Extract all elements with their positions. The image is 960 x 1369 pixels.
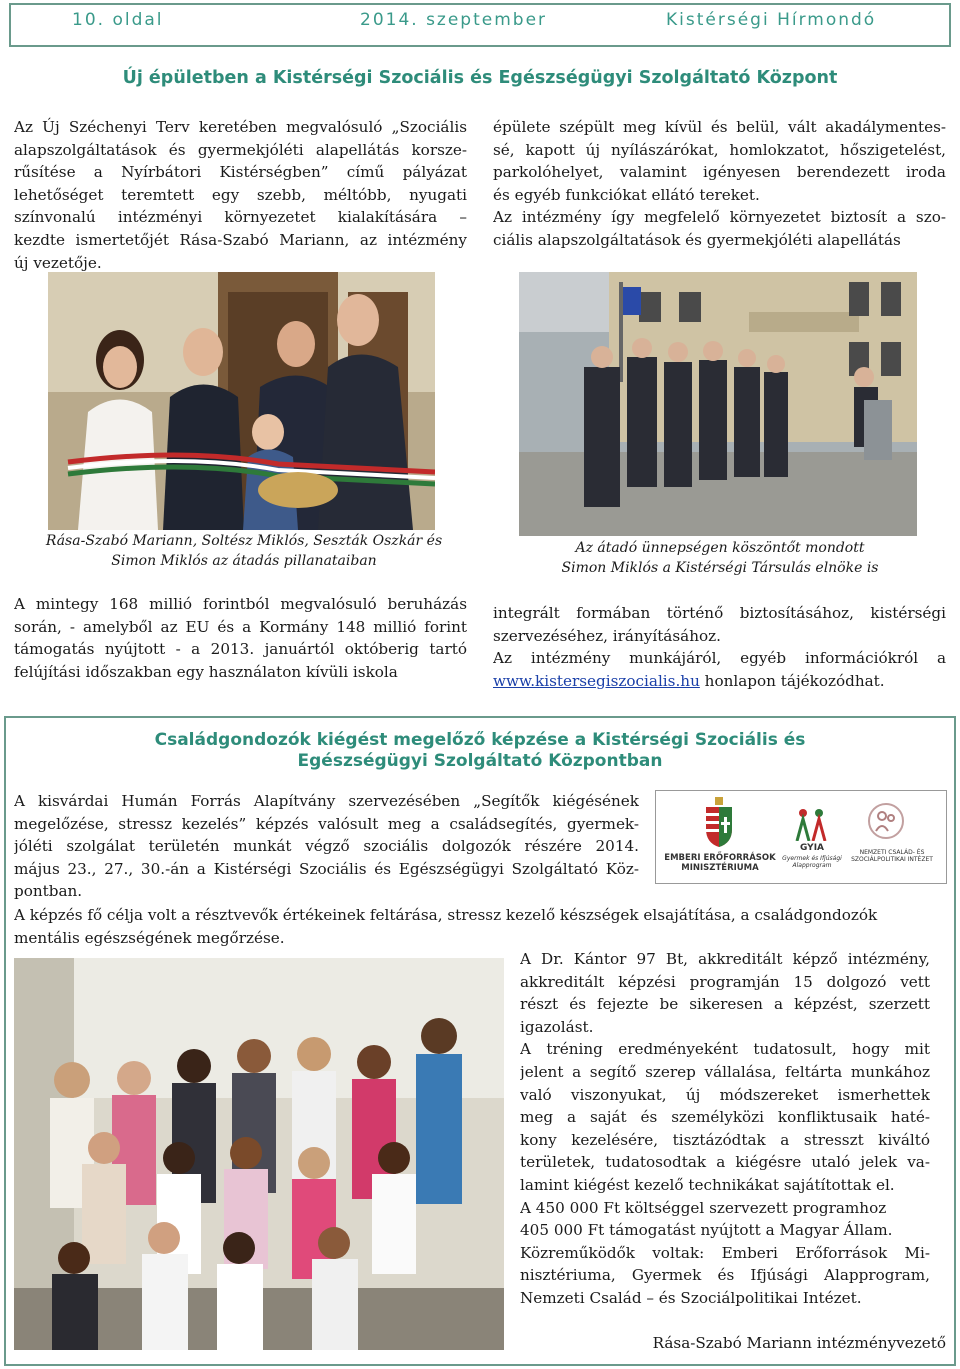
text-line: új vezetője. xyxy=(14,253,102,272)
text-line: A Dr. Kántor 97 Bt, akkreditált képző intézmény, xyxy=(520,950,930,968)
article1-info-text xyxy=(493,602,946,692)
logo-line: MINISZTÉRIUMA xyxy=(681,863,759,873)
caption-line: Rása-Szabó Mariann, Soltész Miklós, Seszták Oszkár és xyxy=(45,533,443,549)
ribbon-cutting-photo xyxy=(48,272,435,530)
text-line: alapszolgáltatások és gyermekjóléti alapellátás korsze- xyxy=(14,140,467,159)
emmi-logo-text xyxy=(660,853,780,873)
text-line: integrált formában történő biztosításához, kistérségi xyxy=(493,604,946,622)
text-line: 405 000 Ft támogatást nyújtott a Magyar Állam. xyxy=(520,1221,893,1240)
text-line xyxy=(493,670,946,693)
text-line: Az intézmény így megfelelő környezetet biztosít a szo- xyxy=(493,208,946,227)
logo-line: Gyermek és Ifjúsági xyxy=(782,855,842,862)
text-line: A kisvárdai Humán Forrás Alapítvány szervezésében „Segítők kiégésének xyxy=(14,792,639,810)
text-line: jóléti szolgálat területén munkát végző szociális dolgozók részére 2014. xyxy=(14,837,639,856)
logo-line: Alapprogram xyxy=(792,862,832,869)
text-line: A képzés fő célja volt a résztvevők értékeinek feltárása, stressz kezelő készségek elsajátítása, a családgondozók xyxy=(14,906,878,924)
text-line: során, - amelyből az EU és a Kormány 148 millió forint xyxy=(14,617,467,636)
text-line: felújítási időszakban egy használaton kívüli iskola xyxy=(14,662,398,681)
text-line: sé, kapott új nyílászárókat, homlokzatot, hőszigetelést, xyxy=(493,140,946,159)
text-line: területek, tudatosodtak a kiégésre utaló jelek va- xyxy=(520,1153,930,1172)
text-line: május 23., 27., 30.-án a Kistérségi Szociális és Egészségügyi Szolgáltató Köz- xyxy=(14,859,639,878)
text-line: kezdte ismertetőjét Rása-Szabó Mariann, az intézmény xyxy=(14,230,467,249)
text-line: nisztériuma, Gyermek és Ifjúsági Alapprogram, xyxy=(520,1266,930,1285)
text-line: Az Új Széchenyi Terv keretében megvalósuló „Szociális xyxy=(14,118,467,136)
text-line: szervezéséhez, irányításához. xyxy=(493,626,721,645)
text-line: Közreműködők voltak: Emberi Erőforrások Mi- xyxy=(520,1243,930,1262)
text-line: ciális alapszolgáltatások és gyermekjóléti alapellátás xyxy=(493,230,901,249)
logo-line: SZOCIÁLPOLITIKAI INTÉZET xyxy=(851,856,933,863)
text-line: megelőzése, stressz kezelés” képzés valósult meg a családsegítés, gyermek- xyxy=(14,814,639,833)
page-number: 10. oldal xyxy=(72,10,164,30)
website-link[interactable]: www.kistersegiszocialis.hu xyxy=(493,671,700,690)
text-line: Nemzeti Család – és Szociálpolitikai Intézet. xyxy=(520,1288,862,1307)
text-line: pontban. xyxy=(14,882,83,901)
text-line: lamint kiégést kezelő technikákat sajátítottak el. xyxy=(520,1175,895,1194)
text-line: épülete szépült meg kívül és belül, vált akadálymentes- xyxy=(493,118,946,136)
text-line: A 450 000 Ft költséggel szervezett programhoz xyxy=(520,1198,887,1217)
logo-line: EMBERI ERŐFORRÁSOK xyxy=(664,853,776,863)
sponsor-logos xyxy=(655,790,947,884)
gyia-logo-text: GYIA xyxy=(799,843,825,853)
ceremony-photo xyxy=(519,272,917,536)
text-line: való viszonyukat, új módszereket ismerhettek xyxy=(520,1085,930,1104)
text-line: Az intézmény munkájáról, egyéb információkról a xyxy=(493,649,946,668)
text-line: meg a saját és személyközi konfliktusaik haté- xyxy=(520,1108,930,1127)
issue-date: 2014. szeptember xyxy=(360,10,548,30)
article1-right-text xyxy=(493,116,946,252)
text-line: A mintegy 168 millió forintból megvalósuló beruházás xyxy=(14,595,467,613)
publication-name: Kistérségi Hírmondó xyxy=(666,10,877,30)
article2-goal xyxy=(14,904,946,949)
text-line: és egyéb funkciókat ellátó tereket. xyxy=(493,185,760,204)
article1-funding-text xyxy=(14,593,467,683)
article2-right-text xyxy=(520,948,930,1310)
article1-intro xyxy=(14,116,467,274)
article2-title xyxy=(0,730,960,772)
article2-intro xyxy=(14,790,639,903)
article1-title: Új épületben a Kistérségi Szociális és Egészségügyi Szolgáltató Központ xyxy=(122,68,838,88)
link-suffix: honlapon tájékozódhat. xyxy=(699,671,885,690)
caption-line: Az átadó ünnepségen köszöntőt mondott xyxy=(575,540,865,556)
text-line: kony kezelésére, tisztázódtak a stresszt kiváltó xyxy=(520,1130,930,1149)
title-line: Családgondozók kiégést megelőző képzése a Kistérségi Szociális és xyxy=(154,730,806,750)
hungarian-coat-of-arms-icon xyxy=(704,797,734,847)
gyia-logo-subtext xyxy=(782,855,842,869)
caption-ribbon-cutting xyxy=(14,531,474,571)
text-line: parkolóhelyet, valamint igényesen berendezett iroda xyxy=(493,163,946,182)
text-line: A tréning eredményeként tudatosult, hogy mit xyxy=(520,1040,930,1059)
caption-line: Simon Miklós az átadás pillanataiban xyxy=(111,553,377,569)
text-line: lehetőséget teremtett egy szebb, méltóbb, nyugati xyxy=(14,185,467,204)
text-line: részt és fejezte be sikeresen a képzést, szerzett xyxy=(520,995,930,1014)
text-line: jelent a segítő szerep vállalása, feltárta munkához xyxy=(520,1062,930,1081)
text-line: mentális egészségének megőrzése. xyxy=(14,928,285,947)
ncsszi-family-icon xyxy=(866,801,906,841)
text-line: igazolást. xyxy=(520,1017,594,1036)
text-line: színvonalú intézményi környezetet kialakítására – xyxy=(14,208,467,227)
caption-line: Simon Miklós a Kistérségi Társulás elnöke is xyxy=(561,560,879,576)
logo-line: NEMZETI CSALÁD- ÉS xyxy=(859,849,925,856)
training-group-photo xyxy=(14,958,504,1350)
title-line: Egészségügyi Szolgáltató Központban xyxy=(297,751,663,771)
ncsszi-logo-text xyxy=(842,849,942,863)
text-line: akkreditált képzési programján 15 dolgozó vett xyxy=(520,972,930,991)
author-signature: Rása-Szabó Mariann intézményvezető xyxy=(652,1334,946,1352)
text-line: rűsítése a Nyírbátori Kistérségben” című pályázat xyxy=(14,163,467,182)
text-line: támogatás nyújtott - a 2013. januártól októberig tartó xyxy=(14,640,467,659)
gyia-figures-icon xyxy=(794,807,828,841)
caption-ceremony xyxy=(490,538,950,578)
